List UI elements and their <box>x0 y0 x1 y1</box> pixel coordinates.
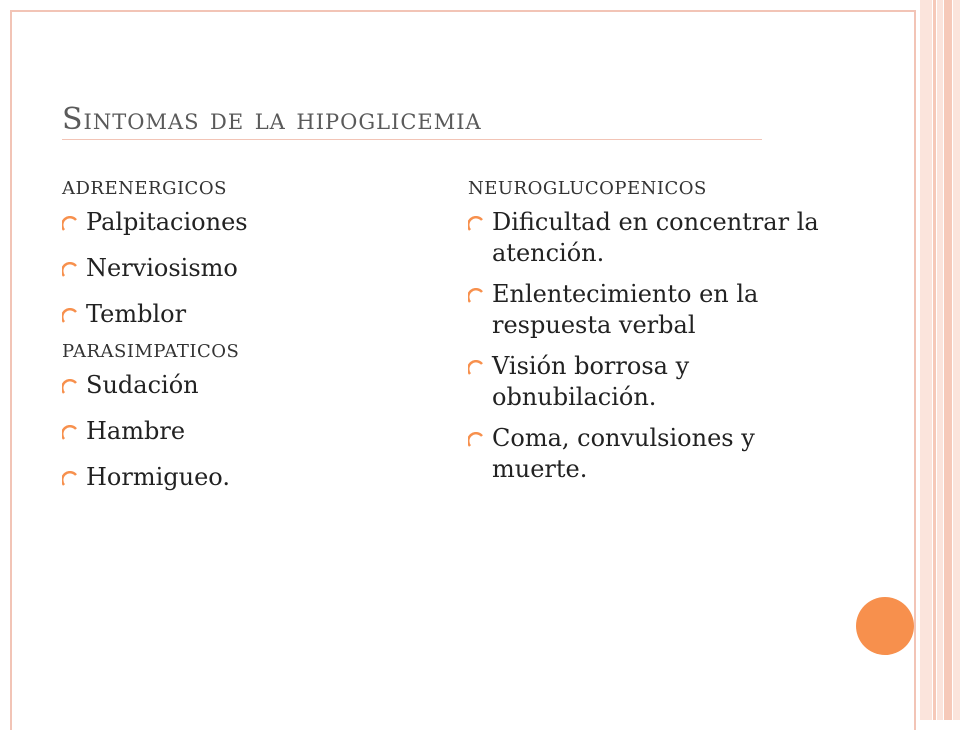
item-text: Visión borrosa y obnubilación. <box>492 352 690 411</box>
left-column <box>62 170 442 508</box>
list-item <box>468 423 828 485</box>
list-item <box>468 279 828 341</box>
list-item <box>468 207 828 269</box>
side-stripe-light <box>937 0 943 720</box>
orange-circle <box>856 597 914 655</box>
list-item <box>62 462 442 493</box>
orange-bullet-icon <box>468 360 484 375</box>
side-stripe <box>933 0 936 720</box>
neuroglucopenic-list <box>468 207 828 485</box>
heading-neuroglucopenicos: NEUROGLUCOPENICOS <box>468 178 707 199</box>
list-item <box>62 299 442 330</box>
orange-bullet-icon <box>62 262 78 277</box>
item-text: Enlentecimiento en la respuesta verbal <box>492 280 759 339</box>
side-stripe-light <box>953 0 960 720</box>
orange-bullet-icon <box>62 308 78 323</box>
item-text: Nerviosismo <box>86 254 238 282</box>
orange-bullet-icon <box>468 216 484 231</box>
orange-bullet-icon <box>62 425 78 440</box>
side-stripe <box>944 0 952 720</box>
item-text: Coma, convulsiones y muerte. <box>492 424 755 483</box>
list-item <box>62 370 442 401</box>
orange-bullet-icon <box>468 432 484 447</box>
item-text: Sudación <box>86 371 199 399</box>
item-text: Hambre <box>86 417 186 445</box>
adrenergic-list <box>62 207 442 330</box>
list-item <box>468 351 828 413</box>
item-text: Dificultad en concentrar la atención. <box>492 208 819 267</box>
list-item <box>62 416 442 447</box>
list-item <box>62 253 442 284</box>
orange-bullet-icon <box>62 471 78 486</box>
right-column <box>468 170 828 495</box>
orange-bullet-icon <box>62 379 78 394</box>
item-text: Temblor <box>86 300 187 328</box>
orange-bullet-icon <box>62 216 78 231</box>
item-text: Palpitaciones <box>86 208 248 236</box>
orange-bullet-icon <box>468 288 484 303</box>
slide-title: Sintomas de la hipoglicemia <box>62 102 762 140</box>
heading-adrenergicos: ADRENERGICOS <box>62 178 227 199</box>
parasympathetic-list <box>62 370 442 493</box>
list-item <box>62 207 442 238</box>
side-stripe-light <box>920 0 932 720</box>
heading-parasimpaticos: PARASIMPATICOS <box>62 341 240 362</box>
item-text: Hormigueo. <box>86 463 230 491</box>
